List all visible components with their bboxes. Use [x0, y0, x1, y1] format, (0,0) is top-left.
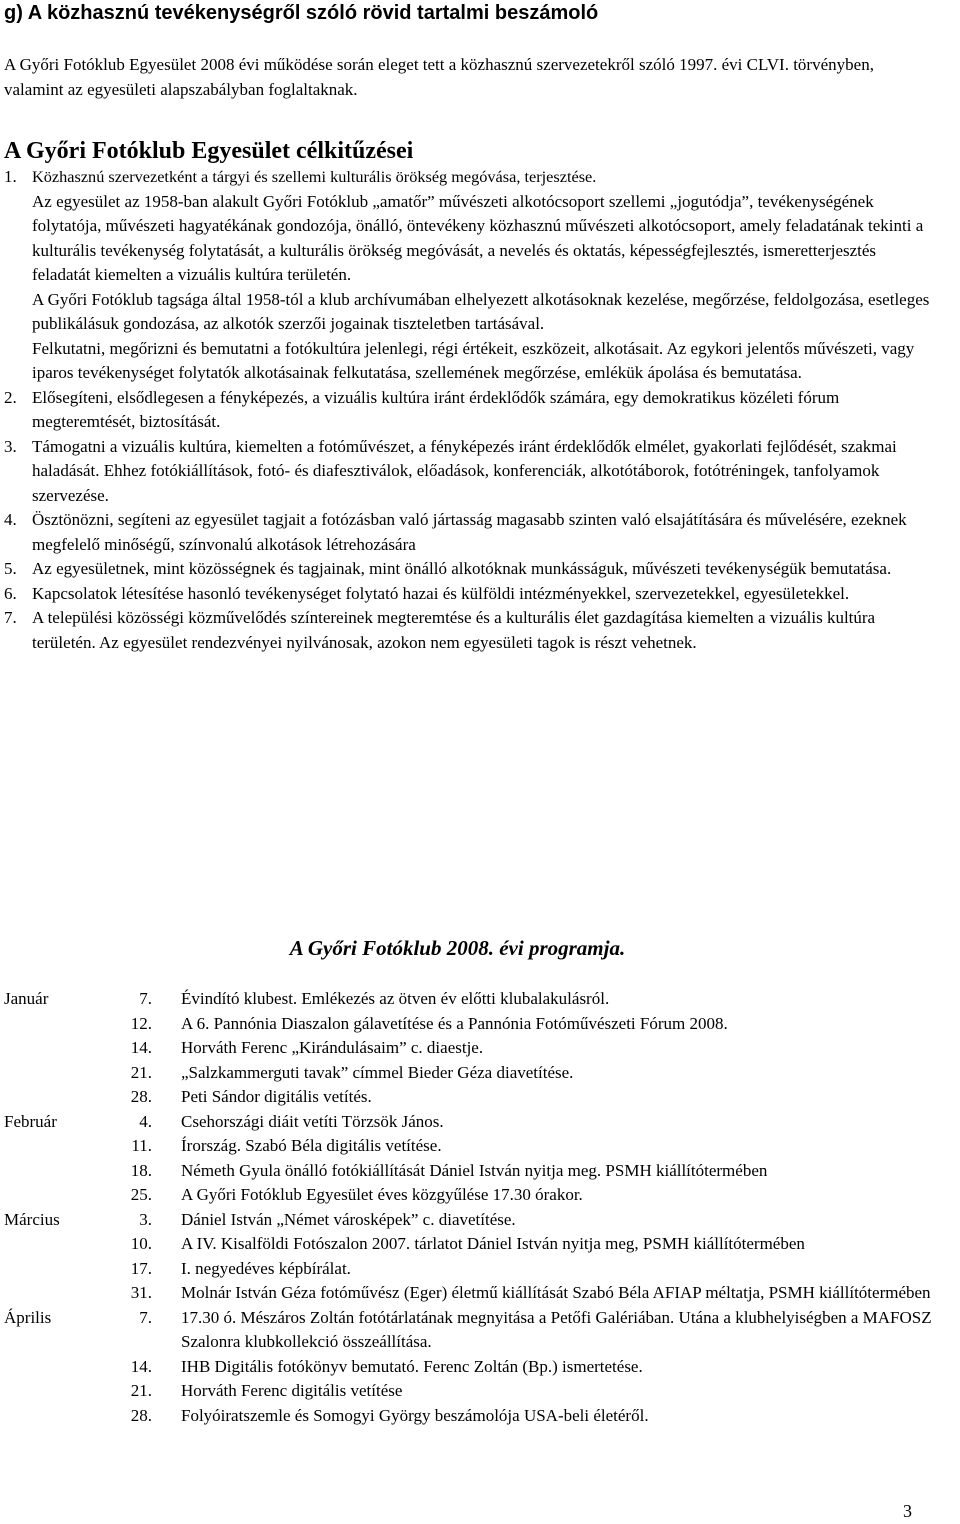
program-row	[0, 1281, 960, 1306]
program-event: Dániel István „Német városképek” c. diavetítése.	[181, 1209, 516, 1229]
goal-number: 1.	[4, 167, 17, 186]
program-event: IHB Digitális fotókönyv bemutató. Ferenc Zoltán (Bp.) ismertetése.	[181, 1356, 643, 1376]
goal-item	[0, 582, 935, 607]
goal-item	[0, 435, 935, 509]
program-day: 10.	[130, 1234, 152, 1253]
program-row	[0, 1232, 960, 1257]
program-event: Horváth Ferenc „Kirándulásaim” c. diaestje.	[181, 1038, 484, 1057]
intro-paragraph: A Győri Fotóklub Egyesület 2008 évi működése során eleget tett a közhasznú szervezetekről szóló 1997. évi CLVI. törvényben, valamint az egyesületi alapszabályban foglaltaknak.	[4, 55, 874, 99]
program-row	[0, 1012, 960, 1037]
program-month: Január	[4, 989, 49, 1008]
program-day: 25.	[130, 1185, 152, 1204]
goal-paragraph: Az egyesületnek, mint közösségnek és tagjainak, mint önálló alkotóknak munkásságuk, művészeti tevékenységük bemutatása.	[32, 559, 892, 578]
goal-number: 3.	[4, 436, 17, 456]
program-list	[0, 987, 960, 1428]
program-day: 28.	[130, 1405, 152, 1425]
program-row	[0, 1036, 960, 1061]
program-day: 7.	[139, 1307, 152, 1327]
program-row	[0, 1110, 960, 1135]
section-heading: g) A közhasznú tevékenységről szóló rövid tartalmi beszámoló	[4, 2, 599, 24]
program-day: 12.	[130, 1013, 152, 1033]
program-event: Horváth Ferenc digitális vetítése	[181, 1381, 403, 1400]
goal-item	[0, 165, 935, 386]
program-day: 21.	[130, 1381, 152, 1400]
program-event: I. negyedéves képbírálat.	[181, 1258, 351, 1278]
goal-paragraph: Kapcsolatok létesítése hasonló tevékenységet folytató hazai és külföldi intézményekkel, szervezetekkel, egyesületekkel.	[32, 583, 850, 603]
program-row	[0, 1208, 960, 1233]
program-month: Február	[4, 1111, 57, 1131]
program-day: 17.	[130, 1258, 152, 1278]
program-row	[0, 1355, 960, 1380]
goal-paragraph: A települési közösségi közművelődés színtereinek megteremtése és a kulturális élet gazdagítása kiemelten a vizuális kultúra területén. Az egyesület rendezvényei nyilvánosak, azokon nem egyesületi tagok is részt vehetnek.	[32, 608, 876, 652]
program-row	[0, 1085, 960, 1110]
goal-paragraph: Támogatni a vizuális kultúra, kiemelten a fotóművészet, a fényképezés iránt érdeklődők elmélet, gyakorlati fejlődését, szakmai haladását. Ehhez fotókiállítások, fotó- és diafesztiválok, előadások, konferenciák, alkotótáborok, fotótréningek, tanfolyamok szervezése.	[32, 436, 897, 505]
goal-number: 4.	[4, 510, 17, 529]
goal-paragraph: Az egyesület az 1958-ban alakult Győri Fotóklub „amatőr” művészeti alkotócsoport szellemi „jogutódja”, tevékenységének folytatója, művészeti hagyatékának gondozója, önálló, öntevékeny közhasznú művészeti alkotócsoport, amely feladatának tekinti a kulturális tevékenység folytatását, a kulturális örökség megóvását, a nevelés és oktatás, képességfejlesztés, ismeretterjesztés feladatát kiemelten a vizuális kultúra területén.	[32, 191, 924, 284]
program-title: A Győri Fotóklub 2008. évi programja.	[289, 936, 626, 960]
program-row	[0, 1404, 960, 1429]
program-event: „Salzkammerguti tavak” címmel Bieder Géza diavetítése.	[181, 1062, 574, 1082]
program-month: Április	[4, 1307, 52, 1327]
program-event: Németh Gyula önálló fotókiállítását Dániel István nyitja meg. PSMH kiállítótermében	[181, 1160, 768, 1180]
program-row	[0, 1306, 960, 1355]
goal-number: 6.	[4, 583, 17, 603]
program-day: 3.	[139, 1209, 152, 1229]
program-event: A IV. Kisalföldi Fotószalon 2007. tárlatot Dániel István nyitja meg, PSMH kiállítótermében	[181, 1234, 805, 1253]
goal-number: 7.	[4, 608, 17, 627]
program-row	[0, 1134, 960, 1159]
program-row	[0, 1257, 960, 1282]
goal-item	[0, 508, 935, 557]
program-event: A 6. Pannónia Diaszalon gálavetítése és a Pannónia Fotóművészeti Fórum 2008.	[181, 1013, 728, 1033]
program-event: Molnár István Géza fotóművész (Eger) életmű kiállítását Szabó Béla AFIAP méltatja, PSMH kiállítótermében	[181, 1283, 931, 1302]
program-event: Csehországi diáit vetíti Törzsök János.	[181, 1111, 444, 1131]
program-event: Írország. Szabó Béla digitális vetítése.	[181, 1136, 442, 1155]
goal-paragraph: Elősegíteni, elsődlegesen a fényképezés, a vizuális kultúra iránt érdeklődők számára, egy demokratikus közéleti fórum megteremtését, biztosítását.	[32, 387, 840, 431]
goal-number: 2.	[4, 387, 17, 407]
program-event: Peti Sándor digitális vetítés.	[181, 1087, 372, 1106]
program-event: Folyóiratszemle és Somogyi György beszámolója USA-beli életéről.	[181, 1405, 649, 1425]
program-day: 4.	[139, 1111, 152, 1131]
goal-item	[0, 386, 935, 435]
program-event: A Győri Fotóklub Egyesület éves közgyűlése 17.30 órakor.	[181, 1185, 583, 1204]
program-day: 7.	[139, 989, 152, 1008]
page-number: 3	[903, 1501, 912, 1521]
goal-paragraph: Felkutatni, megőrizni és bemutatni a fotókultúra jelenlegi, régi értékeit, eszközeit, alkotásait. Az egykori jelentős művészeti, vagy iparos tevékenységet folytatók alkotásainak felkutatása, szellemének megőrzése, emlékük ápolása és bemutatása.	[32, 338, 915, 382]
goal-paragraph: A Győri Fotóklub tagsága által 1958-tól a klub archívumában elhelyezett alkotásoknak kezelése, megőrzése, feldolgozása, esetleges publikálásuk gondozása, az alkotók szerzői jogainak tiszteletben tartásával.	[32, 289, 930, 333]
goals-list	[0, 165, 935, 655]
program-row	[0, 1061, 960, 1086]
program-event: 17.30 ó. Mészáros Zoltán fotótárlatának megnyitása a Petőfi Galériában. Utána a klubhelyiségben a MAFOSZ Szalonra klubkollekció összeállítása.	[181, 1307, 932, 1351]
program-event: Évindító klubest. Emlékezés az ötven év előtti klubalakulásról.	[181, 989, 610, 1008]
program-row	[0, 1379, 960, 1404]
program-row	[0, 1159, 960, 1184]
program-row	[0, 1183, 960, 1208]
program-day: 14.	[130, 1356, 152, 1376]
program-day: 14.	[130, 1038, 152, 1057]
goal-paragraph: Ösztönözni, segíteni az egyesület tagjait a fotózásban való jártasság magasabb szinten való elsajátítására és művelésére, ezeknek megfelelő minőségű, színvonalú alkotások létrehozására	[32, 510, 907, 554]
goals-heading: A Győri Fotóklub Egyesület célkitűzései	[4, 138, 414, 164]
program-day: 31.	[130, 1283, 152, 1302]
program-day: 28.	[130, 1087, 152, 1106]
goal-number: 5.	[4, 559, 17, 578]
goal-item	[0, 557, 935, 582]
program-row	[0, 987, 960, 1012]
program-day: 21.	[130, 1062, 152, 1082]
program-month: Március	[4, 1209, 60, 1229]
goal-item	[0, 606, 935, 655]
program-day: 18.	[130, 1160, 152, 1180]
goal-paragraph: Közhasznú szervezetként a tárgyi és szellemi kulturális örökség megóvása, terjesztése.	[32, 167, 597, 186]
program-day: 11.	[131, 1136, 152, 1155]
